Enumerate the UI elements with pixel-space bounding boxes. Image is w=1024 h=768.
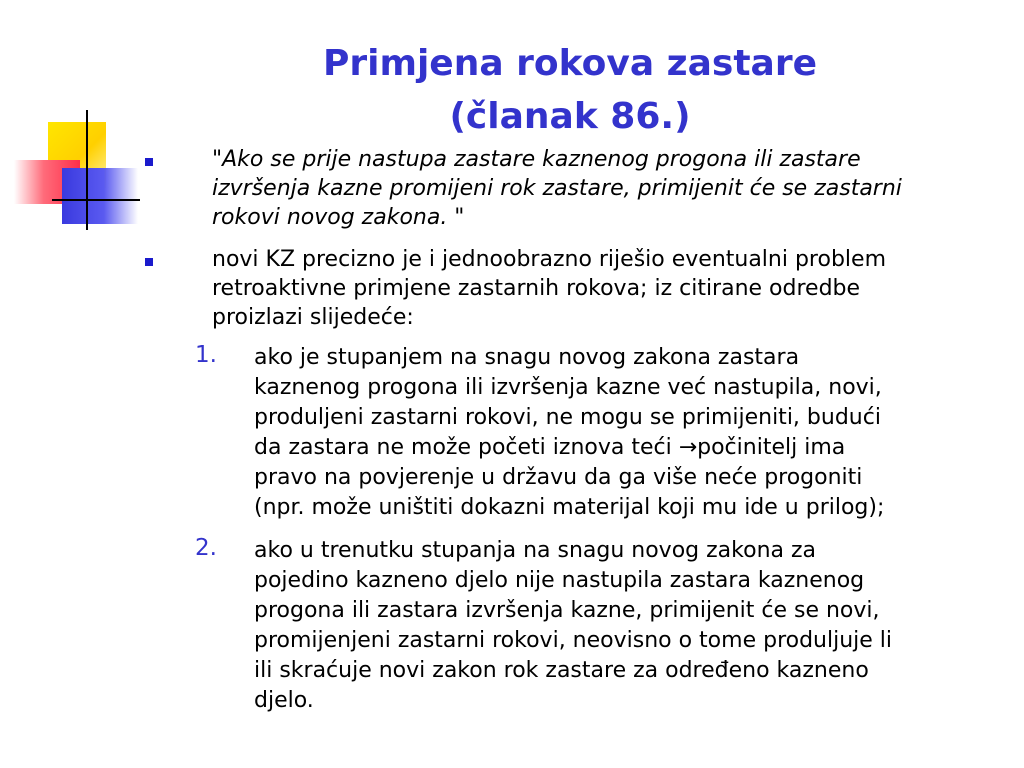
bullet-square-icon bbox=[145, 258, 153, 266]
text-line: pravo na povjerenje u državu da ga više neće progoniti bbox=[254, 465, 863, 490]
list-number: 2. bbox=[195, 535, 217, 561]
text-line: ako u trenutku stupanja na snagu novog zakona za bbox=[254, 538, 817, 563]
text-line: izvršenja kazne promijeni rok zastare, primijenit će se zastarni bbox=[212, 176, 902, 201]
decorative-vertical-line bbox=[86, 110, 88, 230]
text-line: rokovi novog zakona. " bbox=[212, 205, 465, 230]
bullet-paragraph bbox=[212, 245, 1002, 332]
text-line: da zastara ne može početi iznova teći →počinitelj ima bbox=[254, 435, 846, 460]
text-line: promijenjeni zastarni rokovi, neovisno o tome produljuje li bbox=[254, 628, 893, 653]
decorative-horizontal-line bbox=[52, 199, 140, 201]
text-line: kaznenog progona ili izvršenja kazne već nastupila, novi, bbox=[254, 375, 882, 400]
text-line: ili skraćuje novi zakon rok zastare za određeno kazneno bbox=[254, 658, 869, 683]
decorative-blue-bar bbox=[62, 168, 138, 224]
text-line: (npr. može uništiti dokazni materijal koji mu ide u prilog); bbox=[254, 495, 885, 520]
numbered-list-item bbox=[254, 536, 1014, 716]
bullet-square-icon bbox=[145, 158, 153, 166]
numbered-list-item bbox=[254, 343, 1014, 523]
text-line: produljeni zastarni rokovi, ne mogu se primijeniti, budući bbox=[254, 405, 881, 430]
text-line: progona ili zastara izvršenja kazne, primijenit će se novi, bbox=[254, 598, 880, 623]
text-line: novi KZ precizno je i jednoobrazno riješio eventualni problem bbox=[212, 247, 886, 272]
text-line: retroaktivne primjene zastarnih rokova; iz citirane odredbe bbox=[212, 276, 861, 301]
slide-subtitle: (članak 86.) bbox=[449, 96, 691, 137]
list-number: 1. bbox=[195, 342, 217, 368]
slide-title: Primjena rokova zastare bbox=[322, 43, 818, 84]
text-line: proizlazi slijedeće: bbox=[212, 305, 414, 330]
text-line: djelo. bbox=[254, 688, 314, 713]
text-line: "Ako se prije nastupa zastare kaznenog progona ili zastare bbox=[212, 147, 861, 172]
text-line: pojedino kazneno djelo nije nastupila zastara kaznenog bbox=[254, 568, 865, 593]
text-line: ako je stupanjem na snagu novog zakona zastara bbox=[254, 345, 800, 370]
bullet-quote-paragraph bbox=[212, 145, 1002, 232]
